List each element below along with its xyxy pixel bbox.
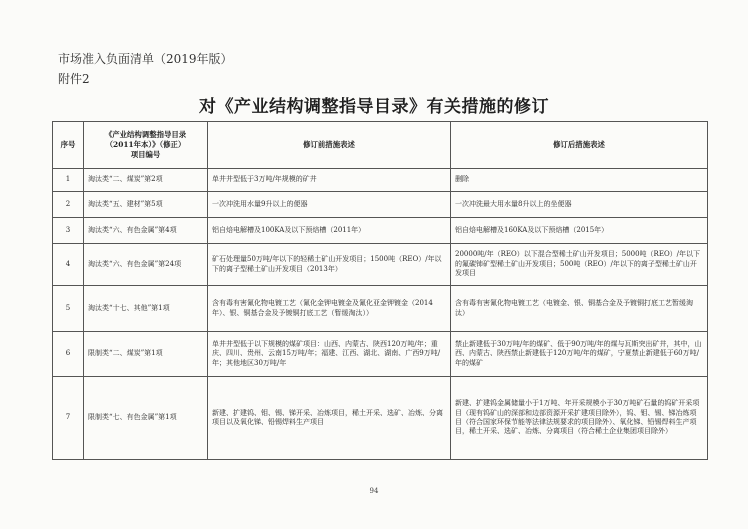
before-text: 铝自焙电解槽及100KA及以下预焙槽（2011年） bbox=[208, 218, 451, 244]
after-text: 禁止新建低于30万吨/年的煤矿、低于90万吨/年的煤与瓦斯突出矿井，其中，山西、内蒙古、陕西禁止新建低于120万吨/年的煤矿，宁夏禁止新建低于60万吨/年的煤矿 bbox=[451, 332, 708, 377]
row-number: 5 bbox=[53, 286, 84, 332]
table-row bbox=[53, 377, 708, 460]
column-header-code-line: （2011年本）》（修正） bbox=[105, 140, 186, 149]
table-row bbox=[53, 286, 708, 332]
after-text: 铝自焙电解槽及160KA及以下预焙槽（2015年） bbox=[451, 218, 708, 244]
header-line-2: 附件2 bbox=[58, 72, 90, 86]
table-header-row bbox=[53, 122, 708, 169]
header-line-1: 市场准入负面清单（2019年版） bbox=[58, 52, 233, 66]
column-header-before: 修订前措施表述 bbox=[208, 122, 451, 169]
before-text: 含有毒有害氰化物电镀工艺（氰化金钾电镀金及氰化亚金钾镀金（2014年）、银、铜基合金及予镀铜打底工艺（暂缓淘汰）） bbox=[208, 286, 451, 332]
column-header-after: 修订后措施表述 bbox=[451, 122, 708, 169]
item-code: 限制类“七、有色金属”第1项 bbox=[84, 377, 208, 460]
item-code: 限制类“二、煤炭”第1项 bbox=[84, 332, 208, 377]
column-header-code-line: 《产业结构调整指导目录 bbox=[104, 130, 187, 140]
row-number: 4 bbox=[53, 244, 84, 286]
row-number: 7 bbox=[53, 377, 84, 460]
item-code: 淘汰类“六、有色金属”第4项 bbox=[84, 218, 208, 244]
row-number: 2 bbox=[53, 192, 84, 218]
item-code: 淘汰类“五、建材”第5项 bbox=[84, 192, 208, 218]
row-number: 6 bbox=[53, 332, 84, 377]
after-text: 新建、扩建钨金属储量小于1万吨、年开采规模小于30万吨矿石量的钨矿开采项目（现有钨矿山的深部和边部资源开采扩建项目除外），钨、钼、锡、锑冶炼项目（符合国家环保节能等法律法规要求的项目除外）、氧化锑、铅锡焊料生产项目，稀土开采、选矿、冶炼、分离项目（符合稀土企业集团项目除外） bbox=[451, 377, 708, 460]
before-text: 矿石处理量50万吨/年以下的轻稀土矿山开发项目；1500吨（REO）/年以下的离子型稀土矿山开发项目（2013年） bbox=[208, 244, 451, 286]
before-text: 单井井型低于3万吨/年规模的矿井 bbox=[208, 169, 451, 192]
after-text: 含有毒有害氰化物电镀工艺（电镀金、银、铜基合金及予镀铜打底工艺暂缓淘汰） bbox=[451, 286, 708, 332]
table-row bbox=[53, 169, 708, 192]
row-number: 3 bbox=[53, 218, 84, 244]
after-text: 20000吨/年（REO）以下混合型稀土矿山开发项目；5000吨（REO）/年以下的氟碳铈矿型稀土矿山开发项目；500吨（REO）/年以下的离子型稀土矿山开发项目 bbox=[451, 244, 708, 286]
column-header-code-line: 项目编号 bbox=[130, 149, 161, 159]
table-row bbox=[53, 218, 708, 244]
column-header-code bbox=[84, 122, 208, 169]
before-text: 一次冲洗用水量9升以上的便器 bbox=[208, 192, 451, 218]
before-text: 新建、扩建钨、钼、锡、锑开采、冶炼项目，稀土开采、选矿、冶炼、分离项目以及氧化锑、铅锡焊料生产项目 bbox=[208, 377, 451, 460]
table-row bbox=[53, 192, 708, 218]
after-text: 删除 bbox=[451, 169, 708, 192]
table-row bbox=[53, 244, 708, 286]
table-row bbox=[53, 332, 708, 377]
before-text: 单井井型低于以下规模的煤矿项目：山西、内蒙古、陕西120万吨/年；重庆、四川、贵州、云南15万吨/年；福建、江西、湖北、湖南、广西9万吨/年；其他地区30万吨/年 bbox=[208, 332, 451, 377]
row-number: 1 bbox=[53, 169, 84, 192]
item-code: 淘汰类“六、有色金属”第24项 bbox=[84, 244, 208, 286]
revision-table bbox=[52, 121, 708, 460]
item-code: 淘汰类“十七、其他”第1项 bbox=[84, 286, 208, 332]
item-code: 淘汰类“二、煤炭”第2项 bbox=[84, 169, 208, 192]
document-title: 对《产业结构调整指导目录》有关措施的修订 bbox=[199, 97, 549, 117]
after-text: 一次冲洗最大用水量8升以上的坐便器 bbox=[451, 192, 708, 218]
page-number: 94 bbox=[369, 487, 379, 495]
column-header-num: 序号 bbox=[53, 122, 84, 169]
